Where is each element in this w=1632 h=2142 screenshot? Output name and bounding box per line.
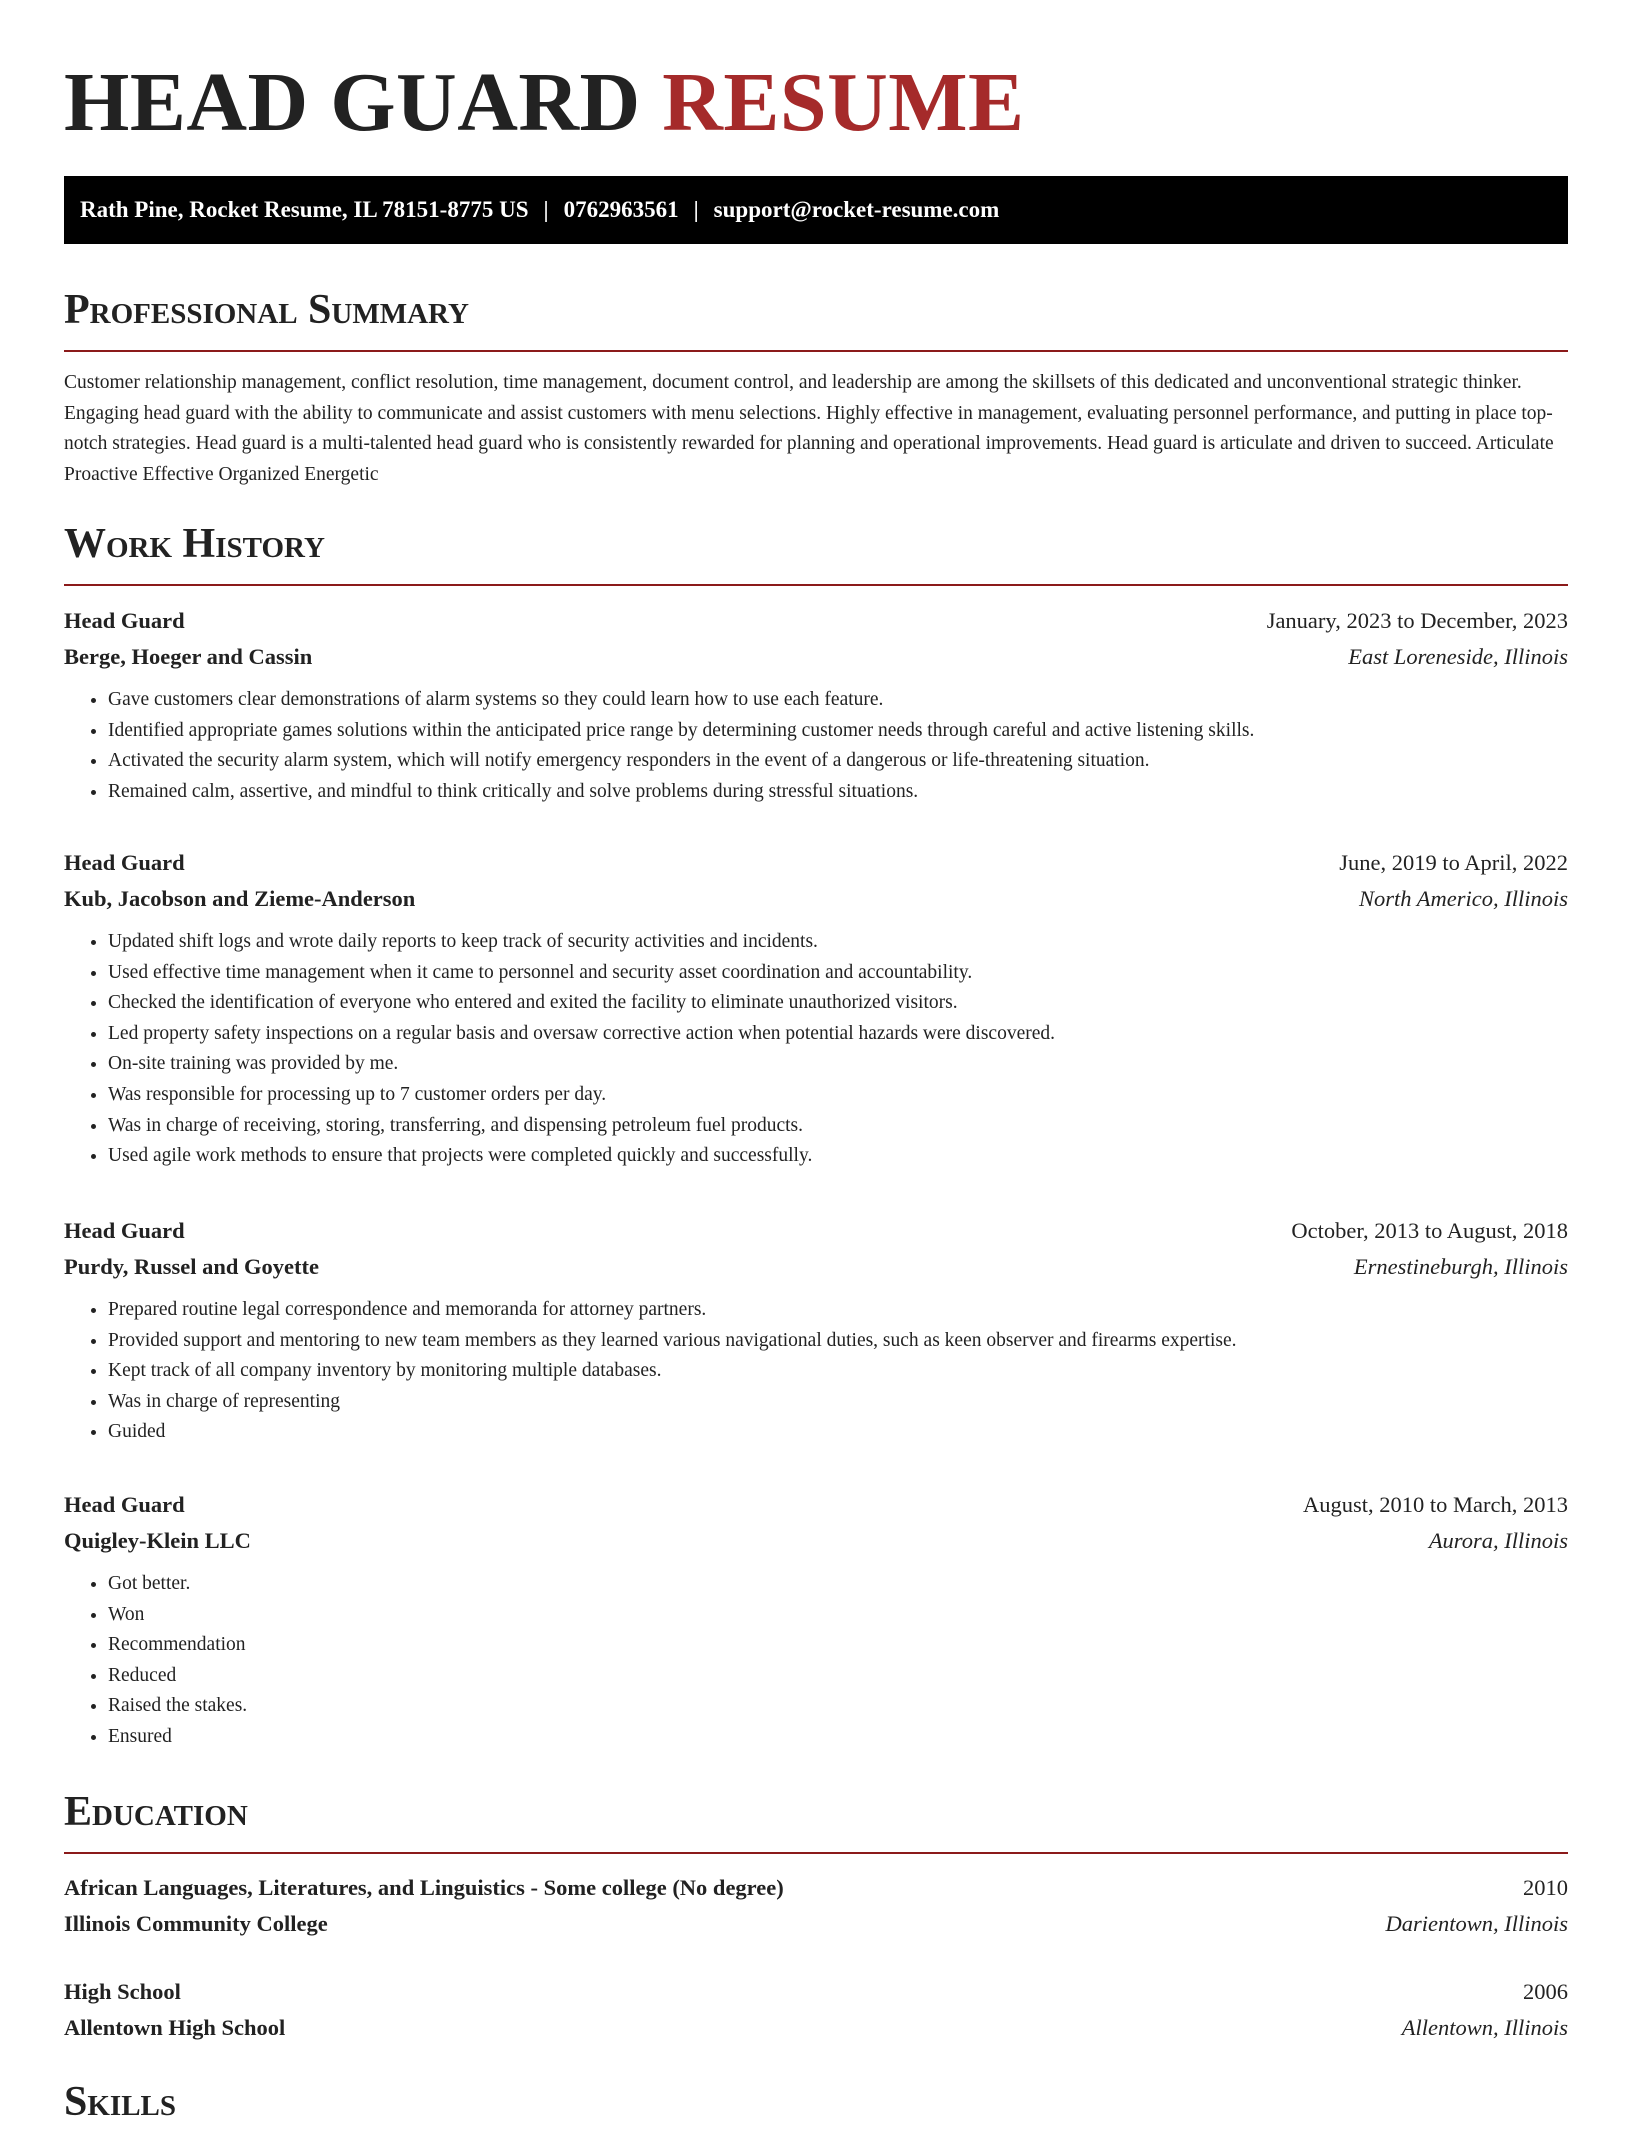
education-heading: Education [64, 1786, 1568, 1854]
job-dates: June, 2019 to April, 2022 [1339, 850, 1568, 875]
job-location: East Loreneside, Illinois [1348, 644, 1568, 669]
education-degree: African Languages, Literatures, and Linguistics - Some college (No degree) [64, 1875, 784, 1900]
job-title: Head Guard [64, 1492, 185, 1517]
job-location: Aurora, Illinois [1428, 1528, 1568, 1553]
education-entry [64, 1870, 1568, 1942]
education-entry [64, 1974, 1568, 2046]
job-location: North Americo, Illinois [1359, 886, 1568, 911]
education-school: Allentown High School [64, 2015, 286, 2040]
job-bullet: • Remained calm, assertive, and mindful to think critically and solve problems during stressful situations. [108, 777, 1568, 808]
job-entry [64, 1213, 1568, 1448]
skills-heading: Skills [64, 2079, 177, 2125]
job-title: Head Guard [64, 1218, 185, 1243]
job-bullet: • Activated the security alarm system, which will notify emergency responders in the event of a dangerous or life-threatening situation. [108, 746, 1568, 777]
job-bullet: • Kept track of all company inventory by monitoring multiple databases. [108, 1356, 1568, 1387]
job-bullet: • Was in charge of receiving, storing, transferring, and dispensing petroleum fuel products. [108, 1111, 1568, 1142]
job-bullet: • Recommendation [108, 1630, 1568, 1661]
title-part-2: RESUME [662, 56, 1025, 149]
education-year: 2010 [1523, 1875, 1568, 1900]
job-bullet: • Used agile work methods to ensure that projects were completed quickly and successfully. [108, 1141, 1568, 1172]
job-bullet-list [64, 685, 1568, 807]
job-location: Ernestineburgh, Illinois [1353, 1254, 1568, 1279]
job-bullet-list [64, 927, 1568, 1172]
job-bullet: • Was in charge of representing [108, 1387, 1568, 1418]
education-location: Darientown, Illinois [1385, 1911, 1568, 1936]
job-bullet: • Led property safety inspections on a regular basis and oversaw corrective action when potential hazards were discovered. [108, 1019, 1568, 1050]
work-history-heading: Work History [64, 518, 1568, 586]
summary-heading: Professional Summary [64, 284, 1568, 352]
education-school: Illinois Community College [64, 1911, 328, 1936]
job-bullet: • Prepared routine legal correspondence and memoranda for attorney partners. [108, 1295, 1568, 1326]
contact-phone: 0762963561 [563, 197, 679, 222]
job-company: Quigley-Klein LLC [64, 1528, 251, 1553]
job-bullet: • Gave customers clear demonstrations of alarm systems so they could learn how to use each feature. [108, 685, 1568, 716]
job-bullet: • Updated shift logs and wrote daily reports to keep track of security activities and incidents. [108, 927, 1568, 958]
job-bullet: • On-site training was provided by me. [108, 1049, 1568, 1080]
job-dates: August, 2010 to March, 2013 [1303, 1492, 1568, 1517]
job-bullet-list [64, 1569, 1568, 1753]
job-company: Berge, Hoeger and Cassin [64, 644, 313, 669]
job-dates: January, 2023 to December, 2023 [1266, 608, 1568, 633]
job-bullet: • Provided support and mentoring to new team members as they learned various navigational duties, such as keen observer and firearms expertise. [108, 1326, 1568, 1357]
summary-text: Customer relationship management, conflict resolution, time management, document control, and leadership are among the skillsets of this dedicated and unconventional strategic thinker. Engaging head guard with the ability to communicate and assist customers with menu selections. Highly effective in management, evaluating personnel performance, and putting in place top-notch strategies. Head guard is a multi-talented head guard who is consistently rewarded for planning and operational improvements. Head guard is articulate and driven to succeed. Articulate Proactive Effective Organized Energetic [64, 372, 1554, 485]
job-company: Purdy, Russel and Goyette [64, 1254, 320, 1279]
job-bullet: • Guided [108, 1417, 1568, 1448]
job-bullet: • Reduced [108, 1661, 1568, 1692]
job-bullet: • Got better. [108, 1569, 1568, 1600]
education-year: 2006 [1523, 1979, 1568, 2004]
job-bullet: • Used effective time management when it came to personnel and security asset coordination and accountability. [108, 958, 1568, 989]
job-title: Head Guard [64, 850, 185, 875]
education-degree: High School [64, 1979, 181, 2004]
resume-title [64, 50, 1025, 156]
contact-separator: | [543, 197, 549, 222]
contact-address: Rath Pine, Rocket Resume, IL 78151-8775 US [80, 197, 529, 222]
job-entry [64, 603, 1568, 807]
contact-bar [64, 176, 1568, 244]
job-dates: October, 2013 to August, 2018 [1291, 1218, 1568, 1243]
job-bullet-list [64, 1295, 1568, 1448]
contact-email: support@rocket-resume.com [713, 197, 1000, 222]
job-bullet: • Checked the identification of everyone who entered and exited the facility to eliminate unauthorized visitors. [108, 988, 1568, 1019]
job-bullet: • Raised the stakes. [108, 1691, 1568, 1722]
job-bullet: • Identified appropriate games solutions within the anticipated price range by determining customer needs through careful and active listening skills. [108, 716, 1568, 747]
job-bullet: • Won [108, 1600, 1568, 1631]
job-company: Kub, Jacobson and Zieme-Anderson [64, 886, 416, 911]
job-entry [64, 1487, 1568, 1753]
contact-separator: | [693, 197, 699, 222]
job-bullet: • Ensured [108, 1722, 1568, 1753]
education-location: Allentown, Illinois [1401, 2015, 1568, 2040]
job-entry [64, 845, 1568, 1172]
job-bullet: • Was responsible for processing up to 7 customer orders per day. [108, 1080, 1568, 1111]
title-part-1: HEAD GUARD [64, 56, 641, 149]
job-title: Head Guard [64, 608, 185, 633]
